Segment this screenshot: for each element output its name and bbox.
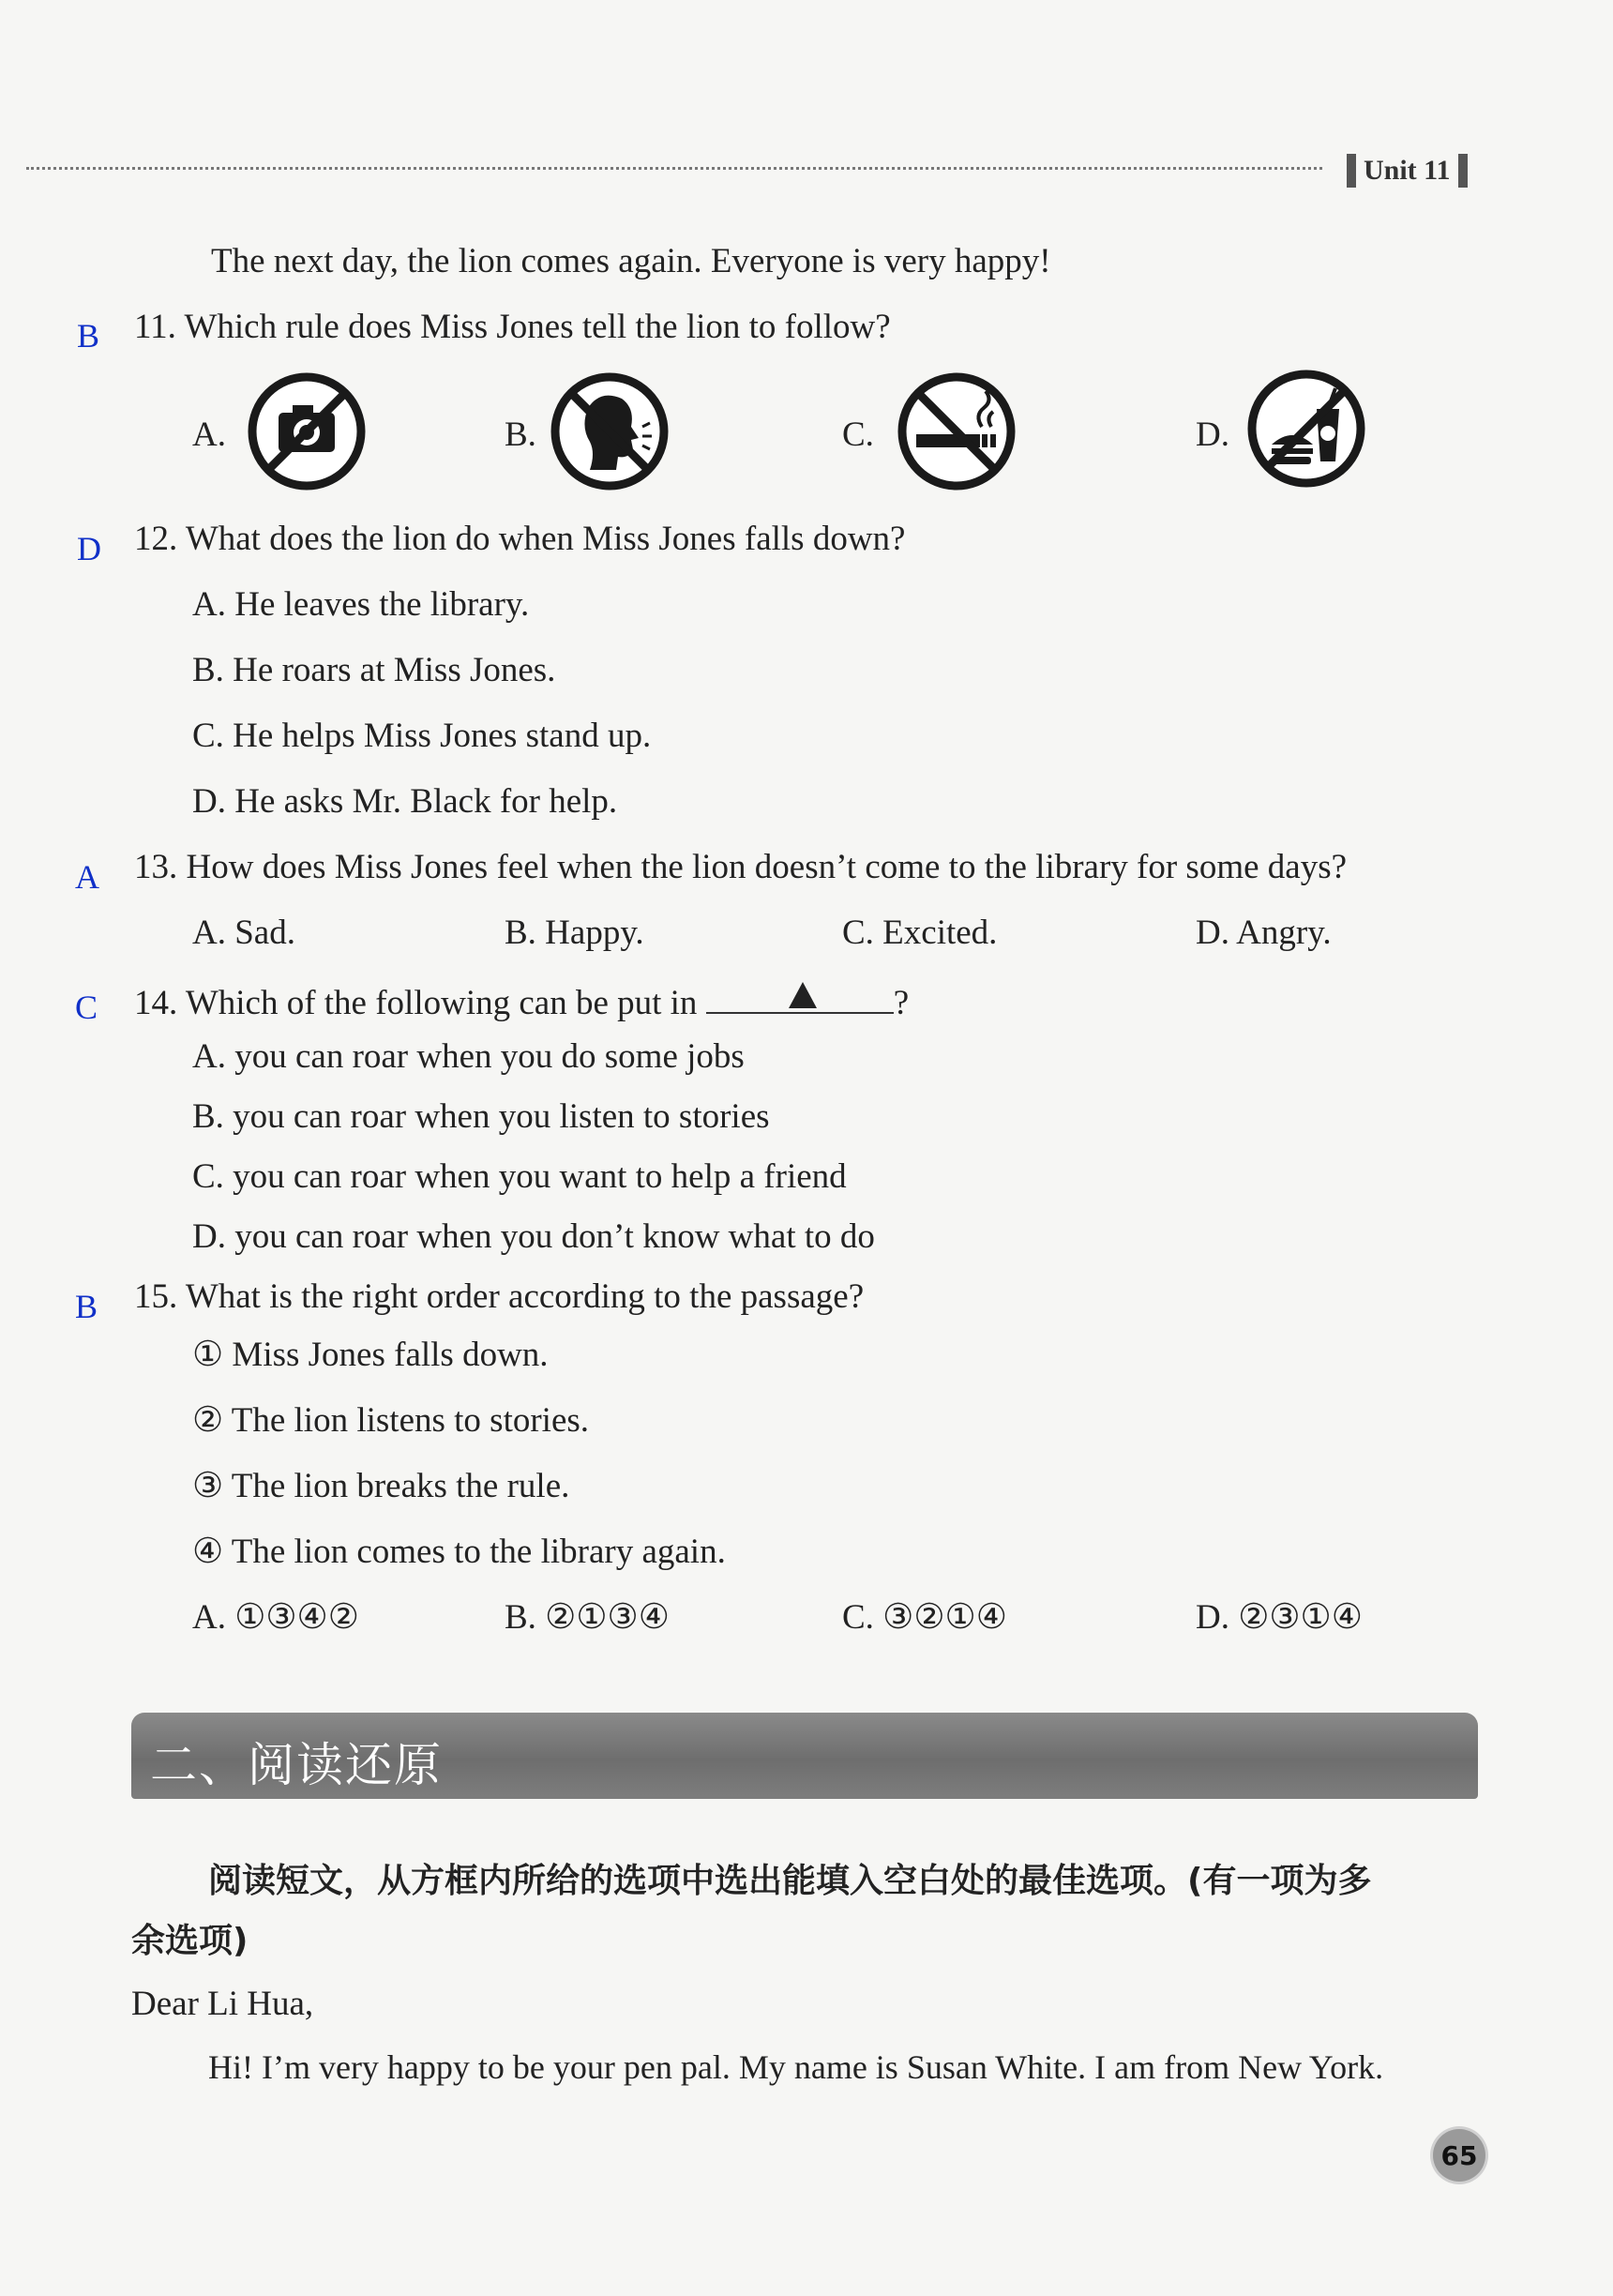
no-shouting-icon (549, 370, 671, 492)
question-14-stem-end: ? (893, 984, 910, 1022)
unit-tag-right-bar (1458, 154, 1468, 188)
q13-option-d: D. Angry. (1196, 914, 1332, 952)
q15-option-b: B. ②①③④ (505, 1598, 670, 1637)
question-11-stem: 11. Which rule does Miss Jones tell the lion to follow? (134, 308, 891, 346)
q15-event-4: ④ The lion comes to the library again. (192, 1533, 726, 1571)
letter-greeting: Dear Li Hua, (131, 1985, 314, 2023)
q13-option-a: A. Sad. (192, 914, 295, 952)
q15-option-d: D. ②③①④ (1196, 1598, 1363, 1637)
q12-option-a: A. He leaves the library. (192, 585, 530, 624)
q14-option-c: C. you can roar when you want to help a friend (192, 1157, 847, 1196)
answer-mark-q11: B (77, 317, 100, 355)
q15-option-c: C. ③②①④ (842, 1598, 1007, 1637)
q13-option-b: B. Happy. (505, 914, 644, 952)
instruction-line-2: 余选项) (131, 1922, 249, 1960)
unit-tag-left-bar (1347, 154, 1356, 188)
q15-event-3: ③ The lion breaks the rule. (192, 1467, 570, 1505)
question-14-stem-text: 14. Which of the following can be put in (134, 984, 698, 1022)
q15-event-1: ① Miss Jones falls down. (192, 1336, 549, 1374)
no-camera-icon (246, 370, 368, 492)
section-title: 二、阅读还原 (150, 1738, 443, 1792)
q12-option-b: B. He roars at Miss Jones. (192, 651, 556, 689)
q14-option-d: D. you can roar when you don’t know what to do (192, 1217, 875, 1256)
question-14-stem (134, 980, 909, 1020)
q11-option-b-label: B. (505, 415, 536, 454)
triangle-marker-icon (789, 982, 817, 1008)
answer-mark-q12: D (77, 530, 101, 567)
answer-mark-q14: C (75, 989, 98, 1026)
unit-label: Unit 11 (1364, 155, 1451, 186)
unit-tag (1339, 152, 1475, 189)
question-13-stem: 13. How does Miss Jones feel when the lion doesn’t come to the library for some days? (134, 848, 1348, 886)
q15-option-a: A. ①③④② (192, 1598, 359, 1637)
page-number: 65 (1433, 2129, 1485, 2182)
q11-option-a-label: A. (192, 415, 226, 454)
no-smoking-icon (896, 370, 1018, 492)
blank-with-triangle (706, 980, 894, 1014)
letter-line-1: Hi! I’m very happy to be your pen pal. My name is Susan White. I am from New York. (208, 2048, 1384, 2086)
answer-mark-q15: B (75, 1288, 98, 1325)
q14-option-a: A. you can roar when you do some jobs (192, 1037, 745, 1076)
question-15-stem: 15. What is the right order according to the passage? (134, 1277, 865, 1316)
answer-mark-q13: A (75, 858, 99, 896)
no-food-drink-icon (1245, 368, 1367, 490)
intro-line: The next day, the lion comes again. Everyone is very happy! (211, 242, 1051, 280)
q11-option-d-label: D. (1196, 415, 1229, 454)
q13-option-c: C. Excited. (842, 914, 998, 952)
q15-event-2: ② The lion listens to stories. (192, 1401, 590, 1440)
q12-option-c: C. He helps Miss Jones stand up. (192, 717, 652, 755)
question-12-stem: 12. What does the lion do when Miss Jones falls down? (134, 520, 906, 558)
q14-option-b: B. you can roar when you listen to stories (192, 1097, 770, 1136)
section-banner (131, 1713, 1478, 1799)
q11-option-c-label: C. (842, 415, 874, 454)
instruction-line-1: 阅读短文，从方框内所给的选项中选出能填入空白处的最佳选项。(有一项为多 (208, 1862, 1372, 1900)
header-dotted-line (26, 167, 1322, 170)
q12-option-d: D. He asks Mr. Black for help. (192, 782, 618, 821)
